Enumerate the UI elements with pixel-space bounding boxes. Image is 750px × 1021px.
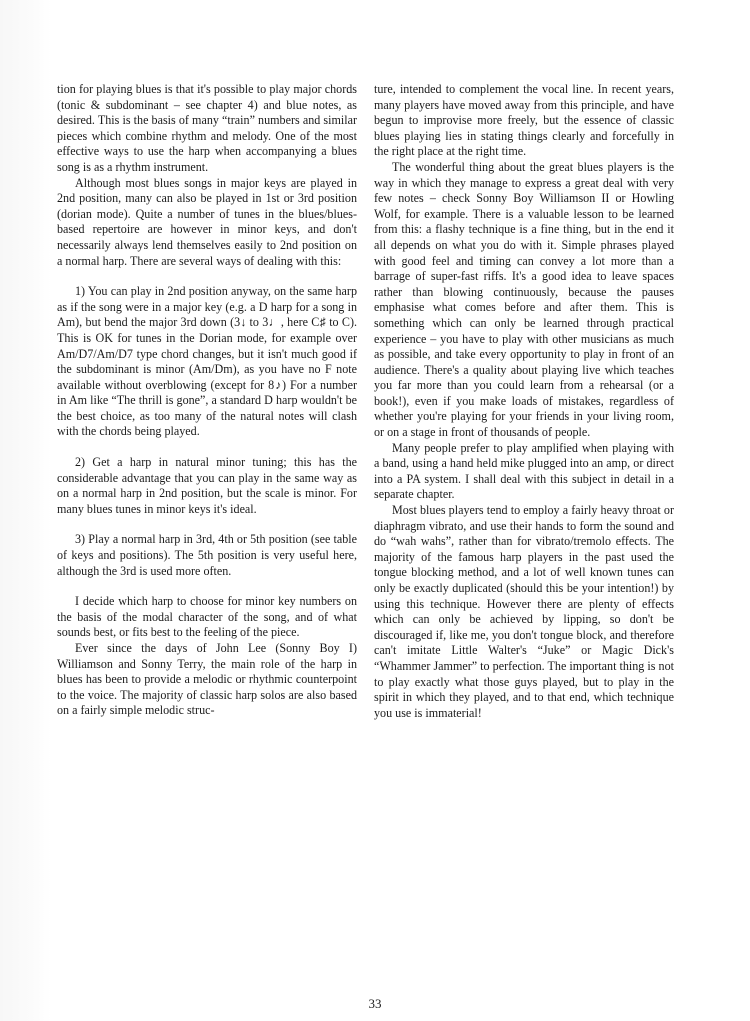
list-item: 3) Play a normal harp in 3rd, 4th or 5th position (see table of keys and positions). The 5th position is very useful here, although the 3rd is used more often. xyxy=(57,532,357,578)
paragraph: tion for playing blues is that it's possible to play major chords (tonic & subdominant – see chapter 4) and blue notes, as desired. This is the basis of many “train” numbers and similar pieces which combine rhythm and melody. One of the most effective ways to use the harp when accompanying a blues song is as a rhythm instrument. xyxy=(57,82,357,174)
paragraph: Ever since the days of John Lee (Sonny Boy I) Williamson and Sonny Terry, the main role of the harp in blues has been to provide a melodic or rhythmic counterpoint to the voice. The majority of classic harp solos are also based on a fairly simple melodic struc- xyxy=(57,641,357,718)
paragraph: Many people prefer to play amplified when playing with a band, using a hand held mike plugged into an amp, or direct into a PA system. I shall deal with this subject in detail in a separate chapter. xyxy=(374,440,674,502)
paragraph: Although most blues songs in major keys are played in 2nd position, many can also be played in 1st or 3rd position (dorian mode). Quite a number of tunes in the blues/blues-based repertoire are however in minor keys, and don't necessarily always lend themselves easily to 2nd position on a normal harp. There are several ways of dealing with this: xyxy=(57,175,357,268)
paragraph: ture, intended to complement the vocal line. In recent years, many players have moved away from this principle, and have begun to improvise more freely, but the essence of classic blues playing lies in stating things clearly and forcefully in the right place at the right time. xyxy=(374,82,674,159)
left-column xyxy=(57,82,357,719)
right-column xyxy=(374,82,674,721)
paragraph: The wonderful thing about the great blues players is the way in which they manage to express a great deal with very few notes – check Sonny Boy Williamson II or Howling Wolf, for example. There is a valuable lesson to be learned from this: a flashy technique is a fine thing, but in the end it all depends on what you do with it. Simple phrases played with good feel and timing can convey a lot more than a barrage of super-fast riffs. It's a good idea to leave spaces rather than blowing continuously, because the pauses emphasise what comes before and after them. This is something which can only be learned through practical experience – you have to play with other musicians as much as possible, and take every opportunity to play in front of an audience. There's a quality about playing live which teaches you far more than you could learn from a rehearsal (or a book!), even if you make loads of mistakes, regardless of whether you're playing for your friends in your living room, or on a stage in front of thousands of people. xyxy=(374,159,674,440)
binding-shadow xyxy=(0,0,52,1021)
paragraph: Most blues players tend to employ a fairly heavy throat or diaphragm vibrato, and use their hands to form the sound and do “wah wahs”, rather than for vibrato/tremolo effects. The majority of the famous harp players in the past used the tongue blocking method, and a lot of well known tunes can only be exactly duplicated (should this be your intention!) by using this technique. However there are plenty of effects which can only be achieved by lipping, so don't be discouraged if, like me, you don't tongue block, and therefore can't imitate Little Walter's “Juke” or Magic Dick's “Whammer Jammer” to perfection. The important thing is not to play exactly what those guys played, but to play in the spirit in which they played, and to that end, which technique you use is immaterial! xyxy=(374,503,674,720)
list-item: 2) Get a harp in natural minor tuning; this has the considerable advantage that you can play in the same way as on a normal harp in 2nd position, but the scale is minor. For many blues tunes in minor keys it's ideal. xyxy=(57,455,357,516)
list-item: 1) You can play in 2nd position anyway, on the same harp as if the song were in a major key (e.g. a D harp for a song in Am), but bend the major 3rd down (3↓ to 3♩, here C♯ to C). This is OK for tunes in the Dorian mode, for example over Am/D7/Am/D7 type chord changes, but it isn't much good if the subdominant is minor (Am/Dm), as you have no F note available without overblowing (except for 8♪) For a number in Am like “The thrill is gone”, a standard D harp wouldn't be the best choice, as too many of the natural notes will clash with the chords being played. xyxy=(57,284,357,439)
page-number: 33 xyxy=(368,996,382,1011)
paragraph: I decide which harp to choose for minor key numbers on the basis of the modal character of the song, and of what sounds best, or fits best to the feeling of the piece. xyxy=(57,594,357,640)
